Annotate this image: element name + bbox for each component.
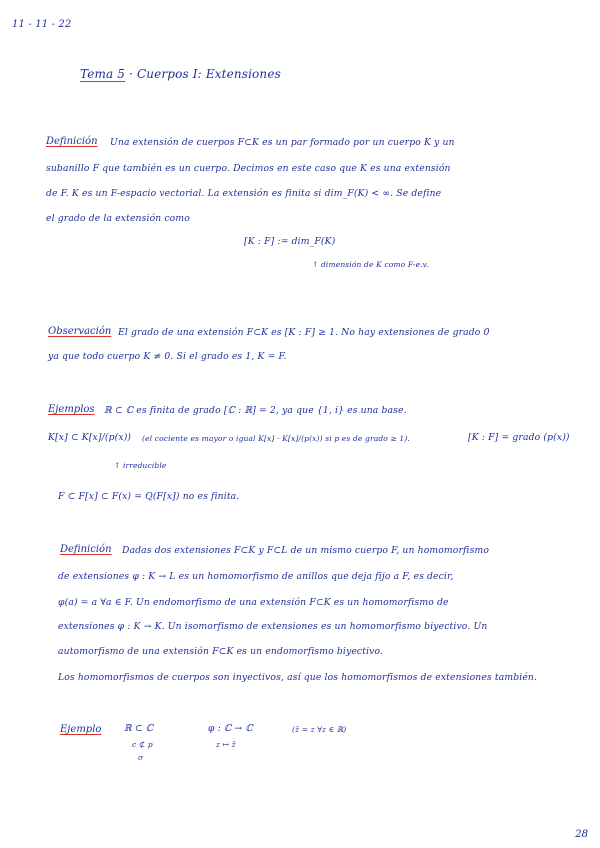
examples1-line1: ℝ ⊂ ℂ es finita de grado [ℂ : ℝ] = 2, ya que {1, i} es una base. <box>104 405 407 416</box>
definition2-line3: φ(a) = a ∀a ∈ F. Un endomorfismo de una extensión F⊂K es un homomorfismo de <box>58 597 449 608</box>
definition2-line4: extensiones φ : K → K. Un isomorfismo de extensiones es un homomorfismo biyectivo. Un <box>58 621 488 632</box>
examples1-degree: [K : F] = grado (p(x)) <box>468 432 570 443</box>
example2-label: Ejemplo <box>60 724 102 735</box>
examples-label: Ejemplos <box>48 404 95 415</box>
examples1-line4: F ⊂ F[x] ⊂ F(x) = Q(F[x]) no es finita. <box>58 491 240 502</box>
irreducible-note: ↑ irreducible <box>114 461 167 470</box>
example2-conjugation: z ↦ z̄ <box>216 740 236 749</box>
examples1-quotient-note: (el cociente es mayor o igual K[x] · K[x]/(p(x)) si p es de grado ≥ 1). <box>142 434 410 443</box>
title-prefix: Tema 5 <box>80 67 126 81</box>
example2-inclusion: ℝ ⊂ ℂ <box>124 723 154 734</box>
definition1-line2: subanillo F que también es un cuerpo. Decimos en este caso que K es una extensión <box>46 163 451 174</box>
definition-label: Definición <box>46 136 98 147</box>
definition2-line6: Los homomorfismos de cuerpos son inyectivos, así que los homomorfismos de extensiones también. <box>58 672 538 683</box>
example2-note: (z̄ = z ∀z ∈ ℝ) <box>292 725 347 734</box>
definition1-line1: Una extensión de cuerpos F⊂K es un par formado por un cuerpo K y un <box>110 137 455 148</box>
observation-line2: ya que todo cuerpo K ≠ 0. Si el grado es 1, K = F. <box>48 351 287 362</box>
page-title <box>80 68 281 80</box>
definition2-line2: de extensiones φ : K → L es un homomorfismo de anillos que deja fijo a F, es decir, <box>58 571 454 582</box>
definition1-line3: de F. K es un F-espacio vectorial. La extensión es finita si dim_F(K) < ∞. Se define <box>46 188 442 199</box>
definition2-label: Definición <box>60 544 112 555</box>
definition2-line1: Dadas dos extensiones F⊂K y F⊂L de un mismo cuerpo F, un homomorfismo <box>122 545 490 556</box>
example2-not-inclusion: c ⊄ p <box>132 740 153 749</box>
date: 11 - 11 - 22 <box>12 19 72 30</box>
page-number: 28 <box>575 829 588 840</box>
title-rest: · Cuerpos I: Extensiones <box>129 67 281 81</box>
degree-formula-note: ↑ dimensión de K como F-e.v. <box>312 260 429 269</box>
observation-line1: El grado de una extensión F⊂K es [K : F] ≥ 1. No hay extensiones de grado 0 <box>118 327 490 338</box>
definition1-line4: el grado de la extensión como <box>46 213 190 224</box>
degree-formula: [K : F] := dim_F(K) <box>244 236 336 247</box>
observation-label: Observación <box>48 326 112 337</box>
examples1-quotient: K[x] ⊂ K[x]/(p(x)) <box>48 432 132 443</box>
definition2-line5: automorfismo de una extensión F⊂K es un endomorfismo biyectivo. <box>58 646 384 657</box>
example2-sigma: σ <box>138 753 144 762</box>
example2-map: φ : ℂ → ℂ <box>208 723 253 734</box>
